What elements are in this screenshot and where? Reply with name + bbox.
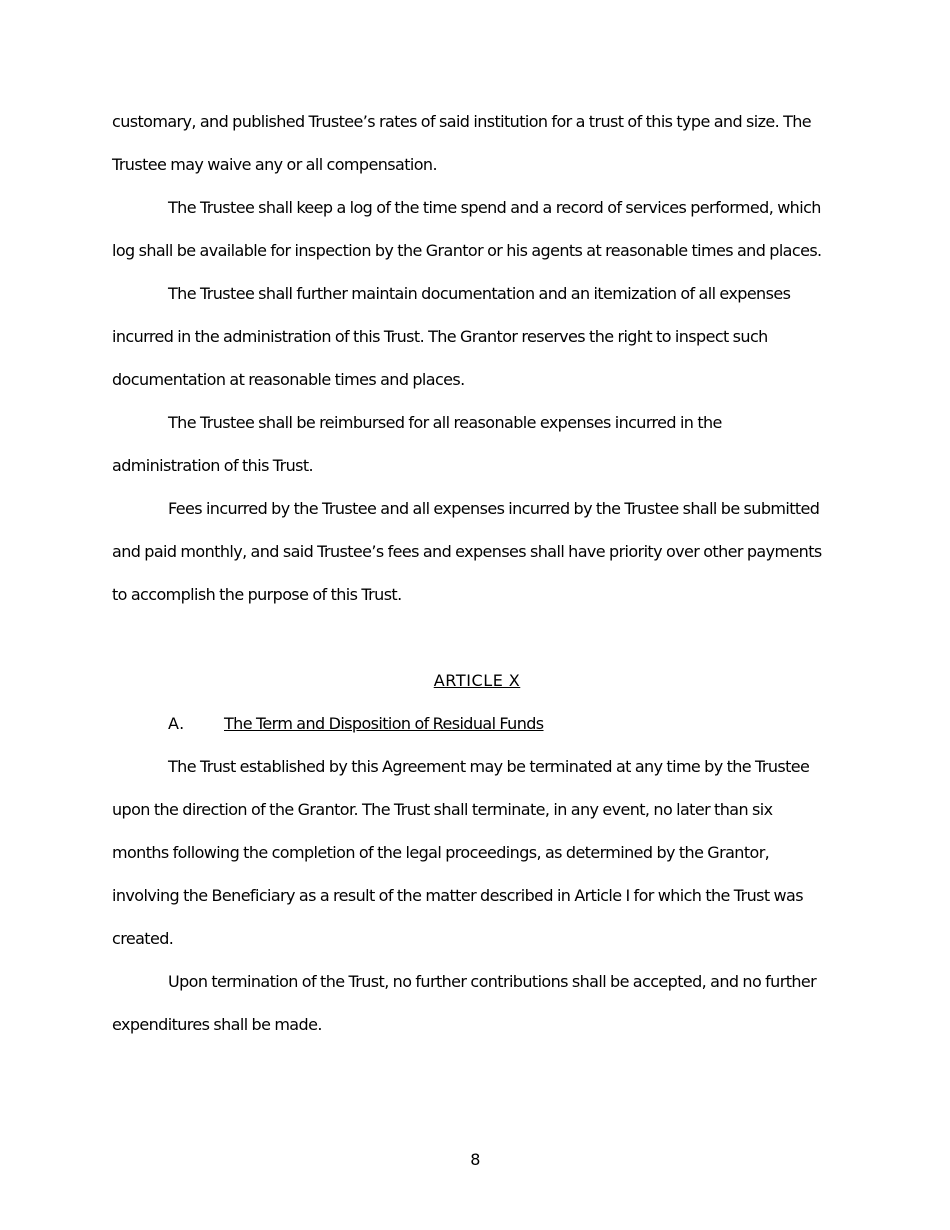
article-heading: ARTICLE X bbox=[433, 671, 521, 690]
termination-paragraph-line-5: created. bbox=[112, 929, 174, 948]
compensation-paragraph-line-2: Trustee may waive any or all compensation. bbox=[112, 155, 437, 174]
documentation-paragraph-line-2: incurred in the administration of this Trust. The Grantor reserves the right to inspect such bbox=[112, 327, 768, 346]
log-paragraph-line-2: log shall be available for inspection by the Grantor or his agents at reasonable times and places. bbox=[112, 241, 822, 260]
section-heading bbox=[112, 702, 842, 745]
termination-paragraph-line-3: months following the completion of the legal proceedings, as determined by the Grantor, bbox=[112, 843, 770, 862]
upon-termination-paragraph-line-1: Upon termination of the Trust, no further contributions shall be accepted, and no further bbox=[168, 972, 817, 991]
reimbursement-paragraph-line-2: administration of this Trust. bbox=[112, 456, 314, 475]
termination-paragraph-line-2: upon the direction of the Grantor. The Trust shall terminate, in any event, no later than six bbox=[112, 800, 773, 819]
documentation-paragraph-line-3: documentation at reasonable times and places. bbox=[112, 370, 465, 389]
documentation-paragraph-line-1: The Trustee shall further maintain documentation and an itemization of all expenses bbox=[168, 284, 791, 303]
fees-paragraph-line-2: and paid monthly, and said Trustee’s fees and expenses shall have priority over other payments bbox=[112, 542, 822, 561]
fees-paragraph-line-1: Fees incurred by the Trustee and all expenses incurred by the Trustee shall be submitted bbox=[168, 499, 820, 518]
termination-paragraph-line-4: involving the Beneficiary as a result of the matter described in Article I for which the Trust was bbox=[112, 886, 803, 905]
section-title: The Term and Disposition of Residual Funds bbox=[224, 714, 544, 733]
fees-paragraph-line-3: to accomplish the purpose of this Trust. bbox=[112, 585, 402, 604]
reimbursement-paragraph-line-1: The Trustee shall be reimbursed for all reasonable expenses incurred in the bbox=[168, 413, 722, 432]
page-number: 8 bbox=[470, 1150, 480, 1169]
blank-line bbox=[112, 616, 842, 659]
upon-termination-paragraph-line-2: expenditures shall be made. bbox=[112, 1015, 322, 1034]
section-label: A. bbox=[168, 714, 185, 733]
log-paragraph-line-1: The Trustee shall keep a log of the time spend and a record of services performed, which bbox=[168, 198, 821, 217]
compensation-paragraph-line-1: customary, and published Trustee’s rates of said institution for a trust of this type and size. The bbox=[112, 112, 812, 131]
document-body bbox=[112, 100, 842, 1046]
termination-paragraph-line-1: The Trust established by this Agreement may be terminated at any time by the Trustee bbox=[168, 757, 810, 776]
